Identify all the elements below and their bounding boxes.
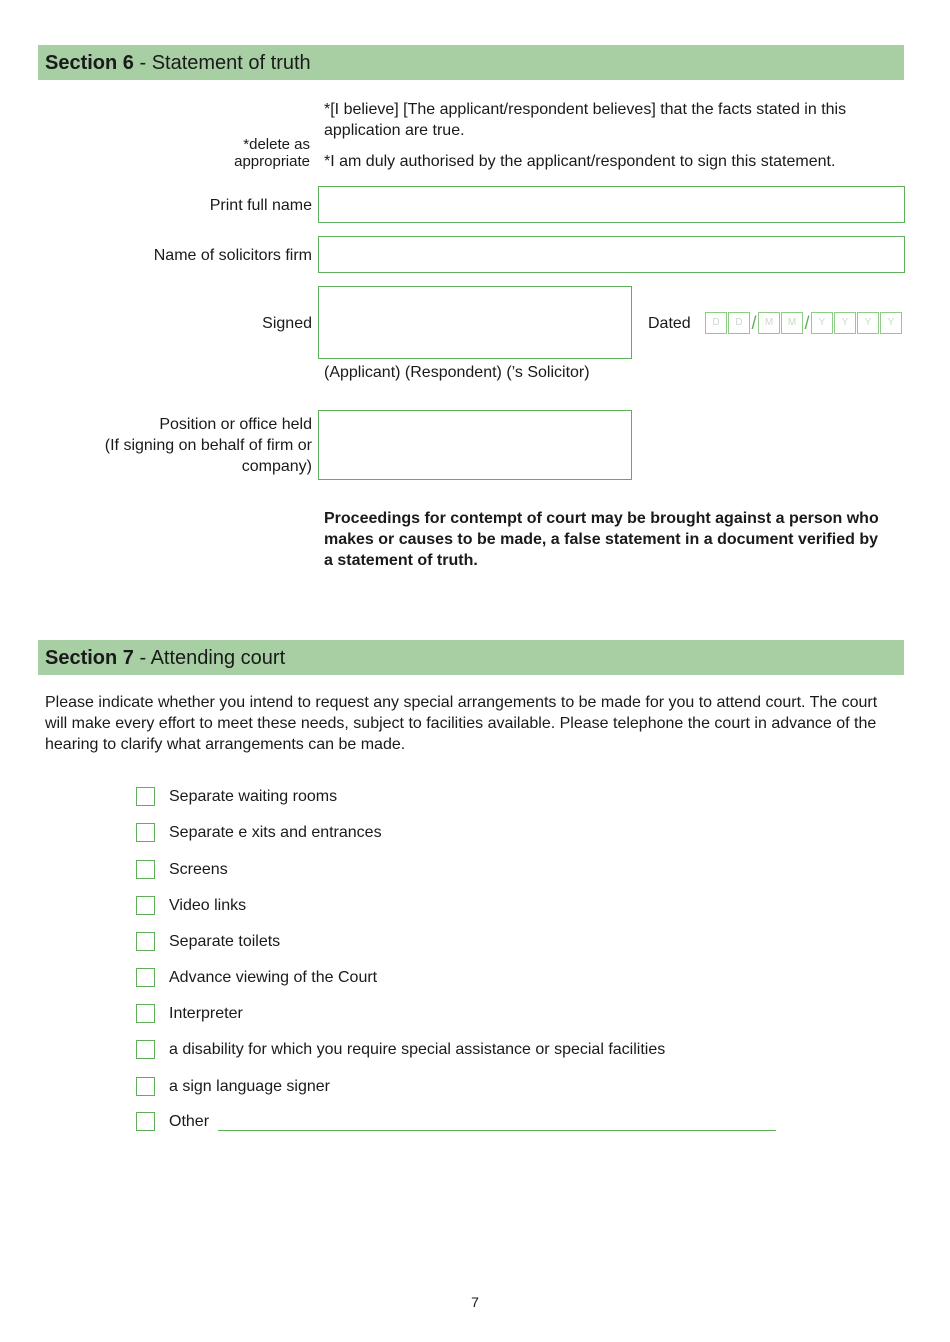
other-input[interactable] (218, 1115, 776, 1131)
option-label: Separate e xits and entrances (169, 824, 382, 841)
option-label: Other (169, 1113, 210, 1130)
checkbox-other[interactable] (136, 1112, 155, 1131)
contempt-warning (324, 508, 879, 571)
date-separator-1: / (751, 313, 757, 333)
section-6-title: - Statement of truth (133, 52, 311, 74)
option-label: Separate waiting rooms (169, 788, 338, 805)
solicitors-firm-label: Name of solicitors firm (153, 247, 312, 264)
option-label: Video links (169, 897, 247, 914)
date-year-1[interactable]: Y (811, 312, 833, 334)
dated-label: Dated (648, 315, 691, 332)
position-field[interactable] (318, 410, 632, 480)
option-label: a disability for which you require special assistance or special facilities (169, 1041, 666, 1058)
date-year-4[interactable]: Y (880, 312, 902, 334)
section-7-header (38, 640, 904, 675)
checkbox-video-links[interactable] (136, 896, 155, 915)
contempt-line-3: a statement of truth. (324, 552, 478, 569)
checkbox-screens[interactable] (136, 860, 155, 879)
date-field[interactable] (705, 312, 902, 334)
belief-statement (324, 99, 846, 141)
section-7-title: - Attending court (133, 647, 286, 669)
date-separator-2: / (804, 313, 810, 333)
authorised-statement: *I am duly authorised by the applicant/respondent to sign this statement. (324, 153, 836, 170)
checkbox-separate-toilets[interactable] (136, 932, 155, 951)
position-label (60, 414, 312, 477)
solicitors-firm-field[interactable] (318, 236, 905, 273)
date-day-2[interactable]: D (728, 312, 750, 334)
position-label-line-3: company) (241, 458, 312, 475)
intro-line-3: hearing to clarify what arrangements can be made. (45, 736, 406, 753)
attending-intro (45, 692, 877, 755)
delete-note-line-1: *delete as (243, 136, 310, 153)
intro-line-1: Please indicate whether you intend to request any special arrangements to be made for you to attend court. The court (45, 694, 878, 711)
belief-line-1: *[I believe] [The applicant/respondent believes] that the facts stated in this (324, 101, 847, 118)
date-year-3[interactable]: Y (857, 312, 879, 334)
delete-note (200, 136, 310, 170)
signed-label: Signed (262, 315, 312, 332)
position-label-line-2: (If signing on behalf of firm or (104, 437, 312, 454)
date-day-1[interactable]: D (705, 312, 727, 334)
signer-caption: (Applicant) (Respondent) (’s Solicitor) (324, 364, 590, 381)
contempt-line-1: Proceedings for contempt of court may be brought against a person who (324, 510, 879, 527)
checkbox-separate-waiting-rooms[interactable] (136, 787, 155, 806)
checkbox-disability[interactable] (136, 1040, 155, 1059)
checkbox-advance-viewing[interactable] (136, 968, 155, 987)
option-label: Advance viewing of the Court (169, 969, 378, 986)
option-label: Interpreter (169, 1005, 243, 1022)
checkbox-separate-exits[interactable] (136, 823, 155, 842)
intro-line-2: will make every effort to meet these needs, subject to facilities available. Please telephone the court in advance of the (45, 715, 877, 732)
option-label: a sign language signer (169, 1078, 331, 1095)
contempt-line-2: makes or causes to be made, a false statement in a document verified by (324, 531, 878, 548)
checkbox-sign-language[interactable] (136, 1077, 155, 1096)
belief-line-2: application are true. (324, 122, 465, 139)
signature-field[interactable] (318, 286, 632, 359)
page-number: 7 (471, 1294, 479, 1310)
section-6-number: Section 6 (45, 52, 134, 74)
position-label-line-1: Position or office held (159, 416, 312, 433)
section-6-header (38, 45, 904, 80)
delete-note-line-2: appropriate (234, 153, 310, 170)
print-name-label: Print full name (209, 197, 312, 214)
checkbox-interpreter[interactable] (136, 1004, 155, 1023)
date-year-2[interactable]: Y (834, 312, 856, 334)
section-7-number: Section 7 (45, 647, 134, 669)
print-name-field[interactable] (318, 186, 905, 223)
option-label: Screens (169, 861, 228, 878)
date-month-1[interactable]: M (758, 312, 780, 334)
option-label: Separate toilets (169, 933, 281, 950)
date-month-2[interactable]: M (781, 312, 803, 334)
